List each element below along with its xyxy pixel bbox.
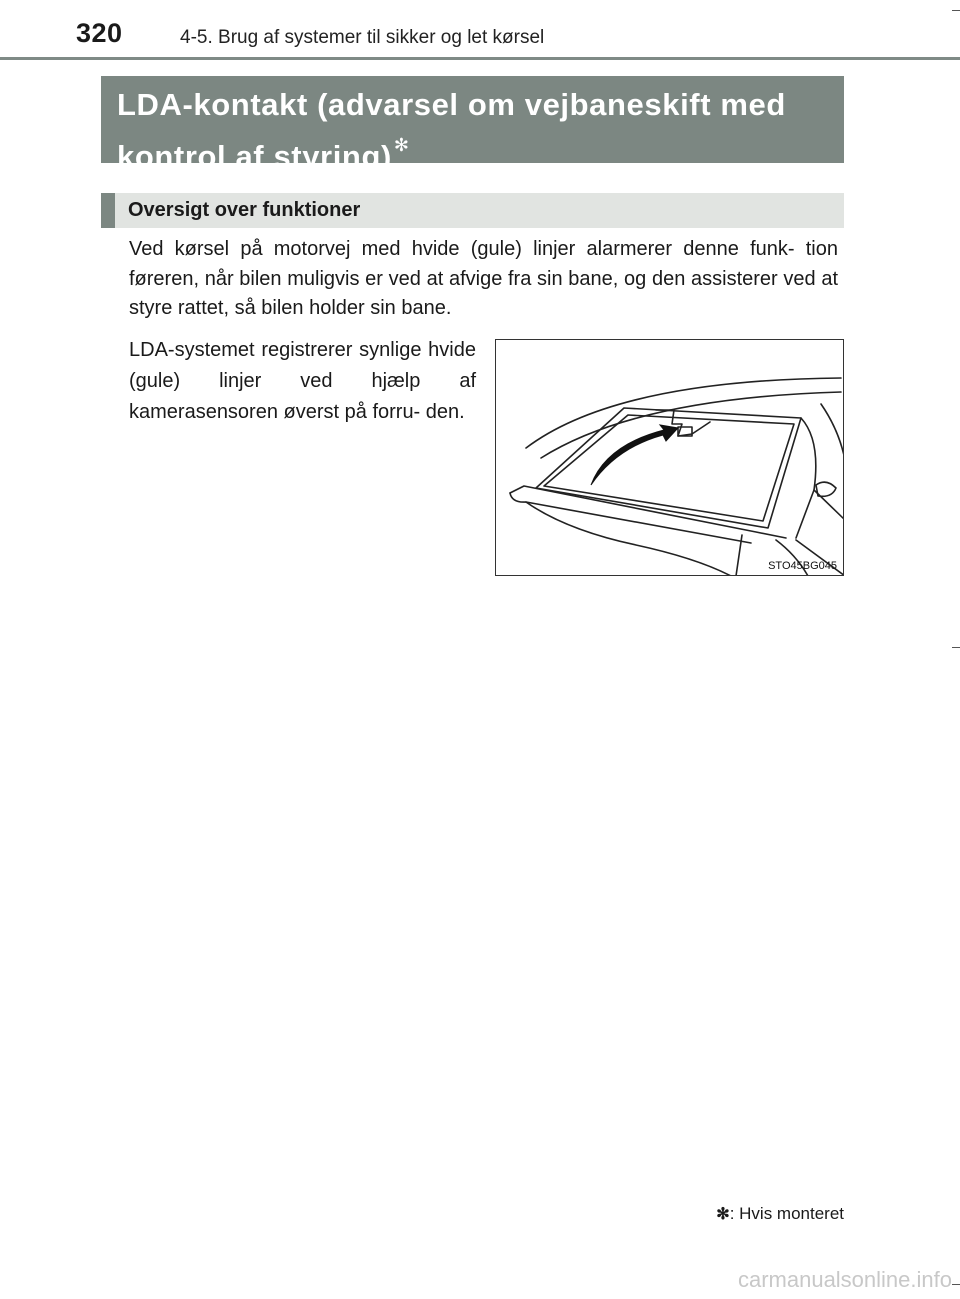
crop-mark [952,10,960,11]
watermark: carmanualsonline.info [737,1267,952,1292]
windshield-camera-illustration [495,339,844,576]
car-windshield-drawing [496,340,844,576]
subsection-heading: Oversigt over funktioner [101,193,844,228]
crop-mark [952,647,960,648]
page-number: 320 [76,18,123,48]
footnote [716,1204,844,1224]
header-divider [0,57,960,60]
footnote-text: : Hvis monteret [729,1204,844,1223]
asterisk-icon: ✻ [716,1206,730,1223]
section-title-text: LDA-kontakt (advarsel om vejbaneskift med kontrol af styring) [117,87,786,174]
asterisk-icon: ✻ [393,135,410,155]
crop-mark [952,1284,960,1285]
body-paragraph: LDA-systemet registrerer synlige hvide (gule) linjer ved hjælp af kamerasensoren øverst på forru- den. [129,339,476,423]
body-paragraph: Ved kørsel på motorvej med hvide (gule) linjer alarmerer denne funk- tion føreren, når bilen muligvis er ved at afvige fra sin bane, og den assisterer ved at styre rattet, så bilen holder sin bane. [129,238,838,319]
section-title [101,76,844,174]
figure-code: STO45BG045 [768,560,837,572]
arrow-icon [591,425,678,485]
chapter-title: 4-5. Brug af systemer til sikker og let kørsel [180,27,545,48]
